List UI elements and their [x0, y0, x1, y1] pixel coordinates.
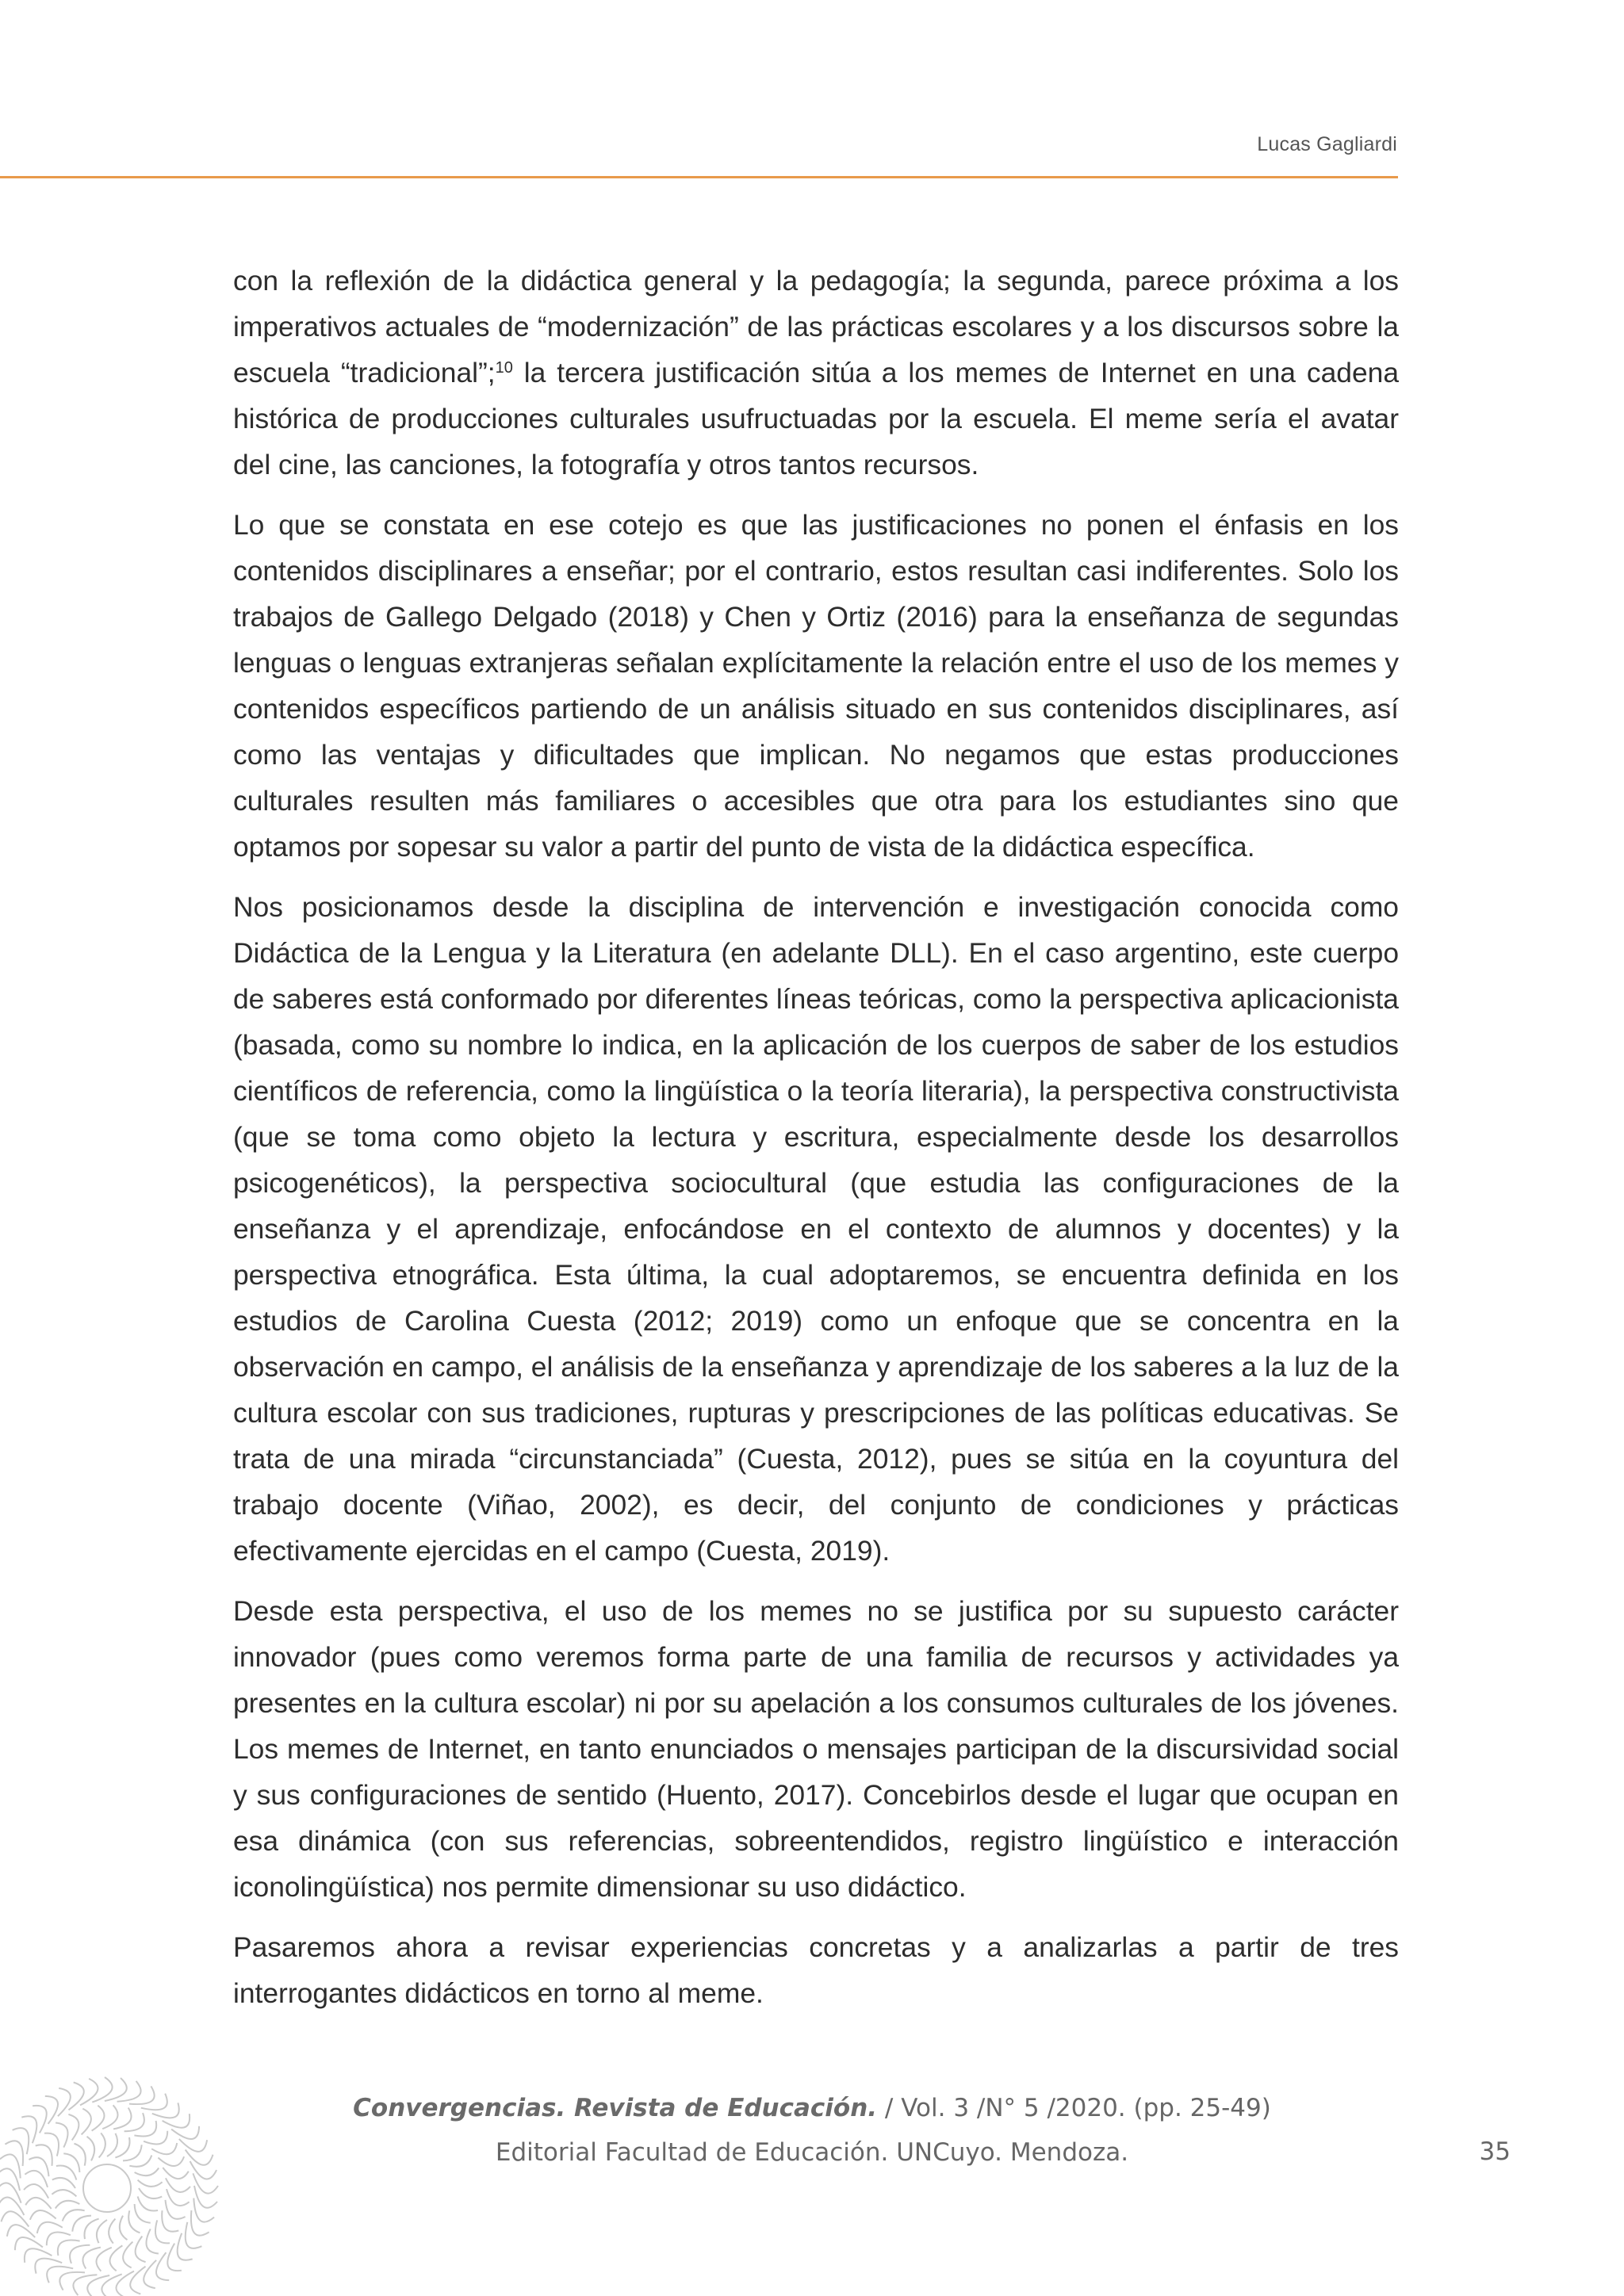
ornament-stroke: [123, 2242, 132, 2268]
ornament-stroke: [63, 2210, 85, 2221]
ornament-center: [83, 2164, 131, 2212]
running-head-author: Lucas Gagliardi: [1257, 133, 1397, 155]
header-rule: [0, 176, 1398, 178]
ornament-stroke: [0, 2183, 21, 2202]
ornament-stroke: [97, 2220, 107, 2243]
ornament-stroke: [156, 2252, 169, 2280]
paragraph-1-part-b: la tercera justificación sitúa a los memes de Internet en una cadena histórica de producciones culturales usufructuadas por la escuela. El meme sería el avatar del cine, las canciones, la fotografía y otros tantos recursos.: [233, 357, 1400, 480]
ornament-stroke: [47, 2233, 71, 2246]
journal-volume: / Vol. 3 /N° 5 /2020. (pp. 25-49): [877, 2094, 1271, 2122]
ornament-stroke: [191, 2210, 209, 2236]
ornament-stroke: [87, 2275, 109, 2296]
ornament-stroke: [59, 2272, 85, 2290]
ornament-stroke: [24, 2184, 48, 2198]
ornament-stroke: [7, 2225, 35, 2237]
ornament-stroke: [171, 2126, 199, 2139]
journal-title: Convergencias. Revista de Educación.: [353, 2094, 878, 2122]
ornament-stroke: [120, 2216, 128, 2241]
ornament-stroke: [146, 2229, 158, 2253]
paragraph-1-part-a: con la reflexión de la didáctica general y la pedagogía; la segunda, parece próxima a los imperativos actuales de “modernización” de las prácticas escolares y a los discursos sobre la escuela “tradicional”;: [233, 265, 1399, 388]
paragraph-1: [233, 258, 1399, 488]
ornament-stroke: [109, 2219, 115, 2244]
ornament-stroke: [139, 2188, 162, 2198]
paragraph-3: Nos posicionamos desde la disciplina de intervención e investigación conocida como Didáctica de la Lengua y la Literatura (en adelante DLL). En el caso argentino, este cuerpo de saberes está conformado por diferentes líneas teóricas, como la perspectiva aplicacionista (basada, como su nombre lo indica, en la aplicación de los cuerpos de saber de los estudios científicos de referencia, como la lingüística o la teoría literaria), la perspectiva constructivista (que se toma como objeto la lectura y escritura, especialmente desde los desarrollos psicogenéticos), la perspectiva sociocultural (que estudia las configuraciones de la enseñanza y el aprendizaje, enfocándose en el contexto de alumnos y docentes) y la perspectiva etnográfica. Esta última, la cual adoptaremos, se encuentra definida en los estudios de Carolina Cuesta (2012; 2019) como un enfoque que se concentra en la observación en campo, el análisis de la enseñanza y aprendizaje de los saberes a la luz de la cultura escolar con sus tradiciones, rupturas y prescripciones de las políticas educativas. Se trata de una mirada “circunstanciada” (Cuesta, 2012), pues se sitúa en la coyuntura del trabajo docente (Viñao, 2002), es decir, del conjunto de condiciones y prácticas efectivamente ejercidas en el campo (Cuesta, 2019).: [233, 891, 1399, 1567]
ornament-stroke: [52, 2190, 76, 2196]
ornament-stroke: [194, 2186, 217, 2208]
page-number: 35: [1479, 2137, 1511, 2166]
ornament-stroke: [73, 2275, 97, 2295]
ornament-stroke: [0, 2168, 20, 2191]
ornament-stroke: [70, 2245, 90, 2263]
ornament-stroke: [110, 2245, 123, 2271]
footer-citation: [0, 2094, 1624, 2122]
footnote-ref-10[interactable]: 10: [495, 359, 513, 377]
ornament-stroke: [128, 2210, 140, 2233]
ornament-stroke: [163, 2168, 189, 2179]
ornament-stroke: [136, 2237, 146, 2263]
ornament-stroke: [193, 2198, 214, 2222]
ornament-stroke: [135, 2168, 159, 2176]
paragraph-5: Pasaremos ahora a revisar experiencias concretas y a analizarlas a partir de tres interrogantes didácticos en torno al meme.: [233, 1931, 1399, 2009]
ornament-stroke: [138, 2180, 163, 2187]
ornament-stroke: [52, 2178, 75, 2188]
ornament-stroke: [162, 2210, 178, 2231]
ornament-stroke: [166, 2178, 190, 2192]
ornament-stroke: [30, 2210, 56, 2220]
article-body: [233, 258, 1399, 2016]
footer-publisher: Editorial Facultad de Educación. UNCuyo. Mendoza.: [495, 2138, 1129, 2167]
ornament-stroke: [15, 2237, 43, 2250]
ornament-stroke: [144, 2260, 156, 2288]
ornament-stroke: [56, 2201, 80, 2209]
ornament-stroke: [193, 2173, 218, 2193]
ornament-stroke: [25, 2198, 51, 2209]
ornament-stroke: [166, 2200, 186, 2219]
paragraph-4: Desde esta perspectiva, el uso de los memes no se justifica por su supuesto carácter innovador (pues como veremos forma parte de una familia de recursos y actividades ya presentes en la cultura escolar) ni por su apelación a los consumos culturales de los jóvenes. Los memes de Internet, en tanto enunciados o mensajes participan de la discursividad social y sus configuraciones de sentido (Huento, 2017). Concebirlos desde el lugar que ocupan en esa dinámica (con sus referencias, sobreentendidos, registro lingüístico e interacción iconolingüística) nos permite dimensionar su uso didáctico.: [233, 1595, 1399, 1903]
paragraph-2: Lo que se constata en ese cotejo es que las justificaciones no ponen el énfasis en los contenidos disciplinares a enseñar; por el contrario, estos resultan casi indiferentes. Solo los trabajos de Gallego Delgado (2018) y Chen y Ortiz (2016) para la enseñanza de segundas lenguas o lenguas extranjeras señalan explícitamente la relación entre el uso de los memes y contenidos específicos partiendo de un análisis situado en sus contenidos disciplinares, así como las ventajas y dificultades que implican. No negamos que estas producciones culturales resulten más familiares o accesibles que otra para los estudiantes sino que optamos por sopesar su valor a partir del punto de vista de la didáctica específica.: [233, 509, 1399, 863]
